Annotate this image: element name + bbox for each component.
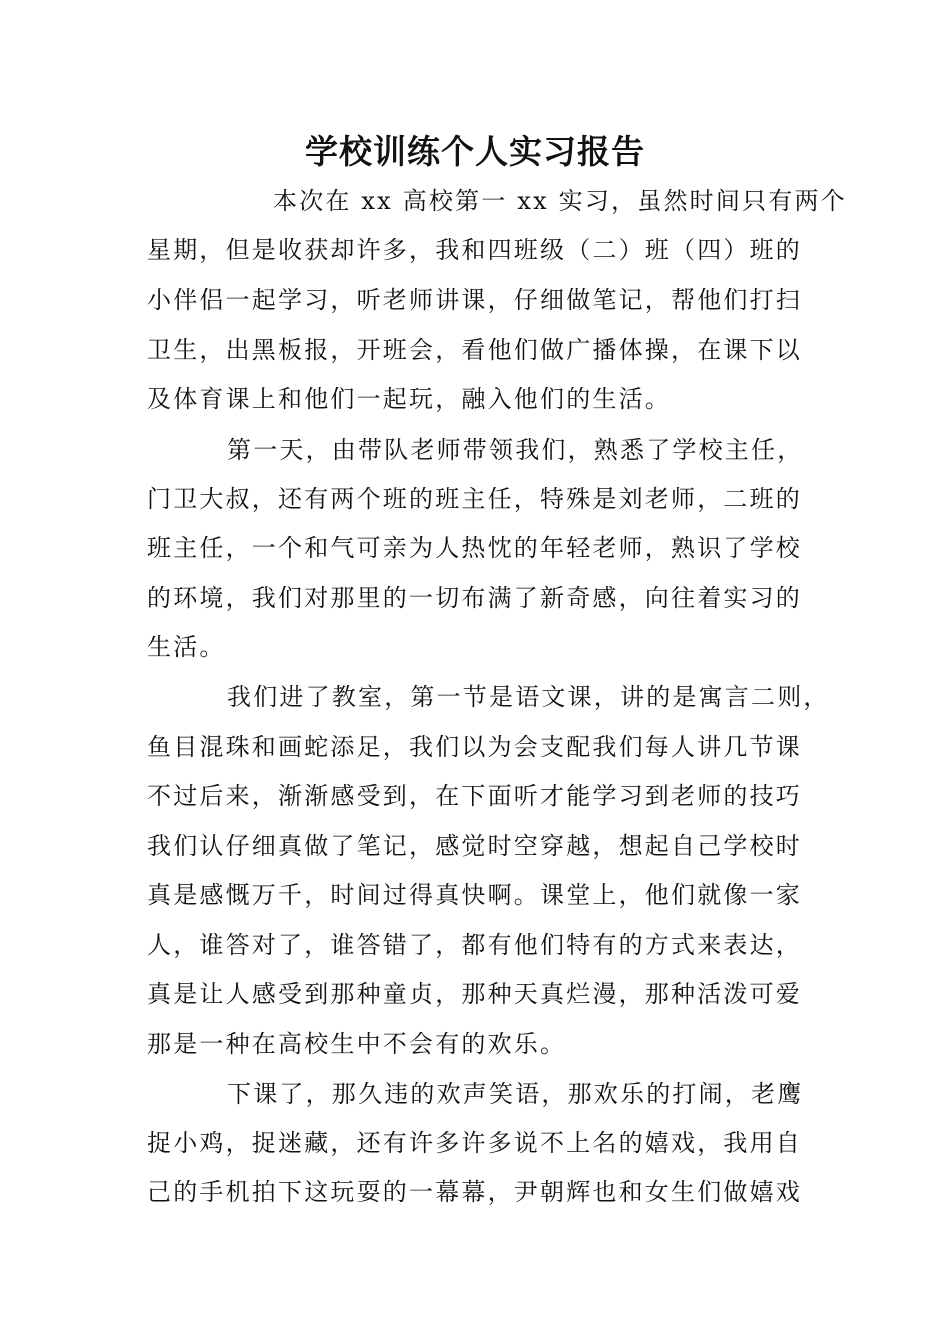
paragraph-3-line-2: 鱼目混珠和画蛇添足，我们以为会支配我们每人讲几节课 (147, 733, 802, 761)
paragraph-3-line-4: 我们认仔细真做了笔记，感觉时空穿越，想起自己学校时 (147, 832, 802, 860)
paragraph-2-line-4: 的环境，我们对那里的一切布满了新奇感，向往着实习的 (147, 584, 802, 612)
paragraph-1-line-1: 本次在 xx 高校第一 xx 实习，虽然时间只有两个 (273, 187, 847, 215)
paragraph-1-line-5: 及体育课上和他们一起玩，融入他们的生活。 (147, 385, 671, 413)
paragraph-4-line-3: 己的手机拍下这玩耍的一幕幕，尹朝辉也和女生们做嬉戏 (147, 1178, 802, 1206)
paragraph-3-line-8: 那是一种在高校生中不会有的欢乐。 (147, 1030, 567, 1058)
paragraph-3-line-3: 不过后来，渐渐感受到，在下面听才能学习到老师的技巧 (147, 782, 802, 810)
paragraph-3-line-7: 真是让人感受到那种童贞，那种天真烂漫，那种活泼可爱 (147, 980, 802, 1008)
paragraph-4-line-2: 捉小鸡，捉迷藏，还有许多许多说不上名的嬉戏，我用自 (147, 1129, 802, 1157)
paragraph-3-line-6: 人，谁答对了，谁答错了，都有他们特有的方式来表达， (147, 931, 802, 959)
document-title: 学校训练个人实习报告 (305, 132, 645, 171)
paragraph-2-line-1: 第一天，由带队老师带领我们，熟悉了学校主任， (227, 436, 804, 464)
paragraph-3-line-5: 真是感慨万千，时间过得真快啊。课堂上，他们就像一家 (147, 881, 802, 909)
paragraph-1-line-3: 小伴侣一起学习，听老师讲课，仔细做笔记，帮他们打扫 (147, 286, 802, 314)
paragraph-1-line-4: 卫生，出黑板报，开班会，看他们做广播体操，在课下以 (147, 336, 802, 364)
paragraph-4-line-1: 下课了，那久违的欢声笑语，那欢乐的打闹，老鹰 (227, 1080, 804, 1108)
paragraph-1-line-2: 星期，但是收获却许多，我和四班级（二）班（四）班的 (147, 236, 802, 264)
paragraph-3-line-1: 我们进了教室，第一节是语文课，讲的是寓言二则， (227, 683, 830, 711)
paragraph-2-line-2: 门卫大叔，还有两个班的班主任，特殊是刘老师，二班的 (147, 485, 802, 513)
paragraph-2-line-5: 生活。 (147, 633, 226, 661)
paragraph-2-line-3: 班主任，一个和气可亲为人热忱的年轻老师，熟识了学校 (147, 534, 802, 562)
